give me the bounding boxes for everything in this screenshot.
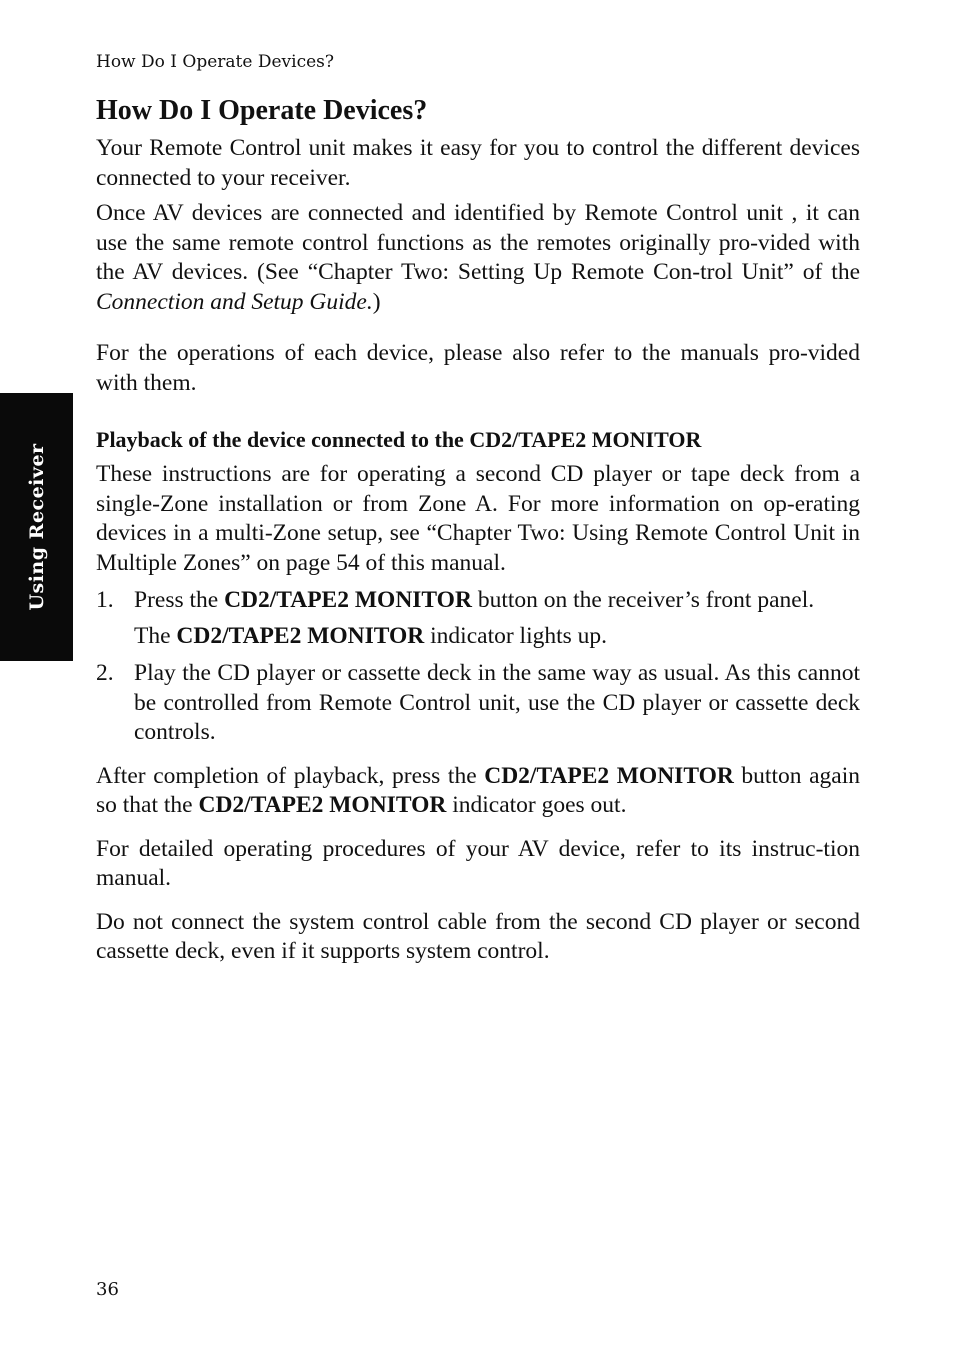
step-body: [134, 659, 860, 748]
step-2: [96, 659, 860, 748]
after-playback-paragraph: [96, 762, 860, 821]
detail-paragraph: For detailed operating procedures of your AV device, refer to its instruc-tion manual.: [96, 835, 860, 891]
running-header: How Do I Operate Devices?: [96, 52, 334, 72]
button-name: CD2/TAPE2 MONITOR: [224, 587, 472, 613]
indicator-name: CD2/TAPE2 MONITOR: [198, 792, 447, 818]
page-number: 36: [96, 1279, 119, 1300]
intro-paragraph-2-text: Once AV devices are connected and identified by Remote Control unit , it can use the same remote control functions as the remotes originally pro-vided with the AV devices. (See “Chapter Two: Setting Up Remote Con-trol Unit” of the: [96, 200, 860, 285]
indicator-name: CD2/TAPE2 MONITOR: [176, 622, 425, 649]
intro-paragraph-3: For the operations of each device, please also refer to the manuals pro-vided with them.: [96, 340, 860, 396]
step-2-instruction: Play the CD player or cassette deck in the same way as usual. As this cannot be controlled from Remote Control unit, use the CD player or cassette deck controls.: [134, 660, 860, 745]
page-title: How Do I Operate Devices?: [96, 95, 428, 126]
step-text: indicator lights up.: [424, 622, 608, 649]
intro-paragraph-2-close: ): [372, 288, 381, 315]
intro-paragraph-1: Your Remote Control unit makes it easy for you to control the different devices connected to your receiver.: [96, 135, 860, 191]
step-body: [134, 586, 860, 651]
step-number: 2.: [96, 660, 114, 686]
step-1-instruction: [134, 586, 860, 616]
step-text: button on the receiver’s front panel.: [471, 587, 815, 613]
section-paragraph-1: These instructions are for operating a second CD player or tape deck from a single-Zone installation or from Zone A. For more information on op-erating devices in a multi-Zone setup, see “Chapter Two: Using Remote Control Unit in Multiple Zones” on page 54 of this manual.: [96, 461, 860, 576]
guide-title: Connection and Setup Guide.: [96, 288, 373, 315]
warning-paragraph: Do not connect the system control cable from the second CD player or second cassette deck, even if it supports system control.: [96, 908, 860, 964]
page-content: [96, 94, 860, 967]
step-text: Press the: [134, 587, 225, 613]
paragraph-text: After completion of playback, press the: [96, 762, 485, 789]
paragraph-text: indicator goes out.: [446, 792, 627, 818]
step-number: 1.: [96, 587, 114, 613]
side-tab: [0, 393, 73, 661]
step-text: The: [134, 622, 177, 649]
side-tab-label: Using Receiver: [25, 443, 48, 611]
intro-paragraph-2: [96, 199, 860, 317]
step-1: [96, 586, 860, 651]
paragraph-text: button again so that the: [96, 762, 860, 818]
step-1-note: [134, 622, 860, 652]
button-name: CD2/TAPE2 MONITOR: [484, 762, 734, 789]
section-heading: Playback of the device connected to the CD2/TAPE2 MONITOR: [96, 427, 702, 452]
